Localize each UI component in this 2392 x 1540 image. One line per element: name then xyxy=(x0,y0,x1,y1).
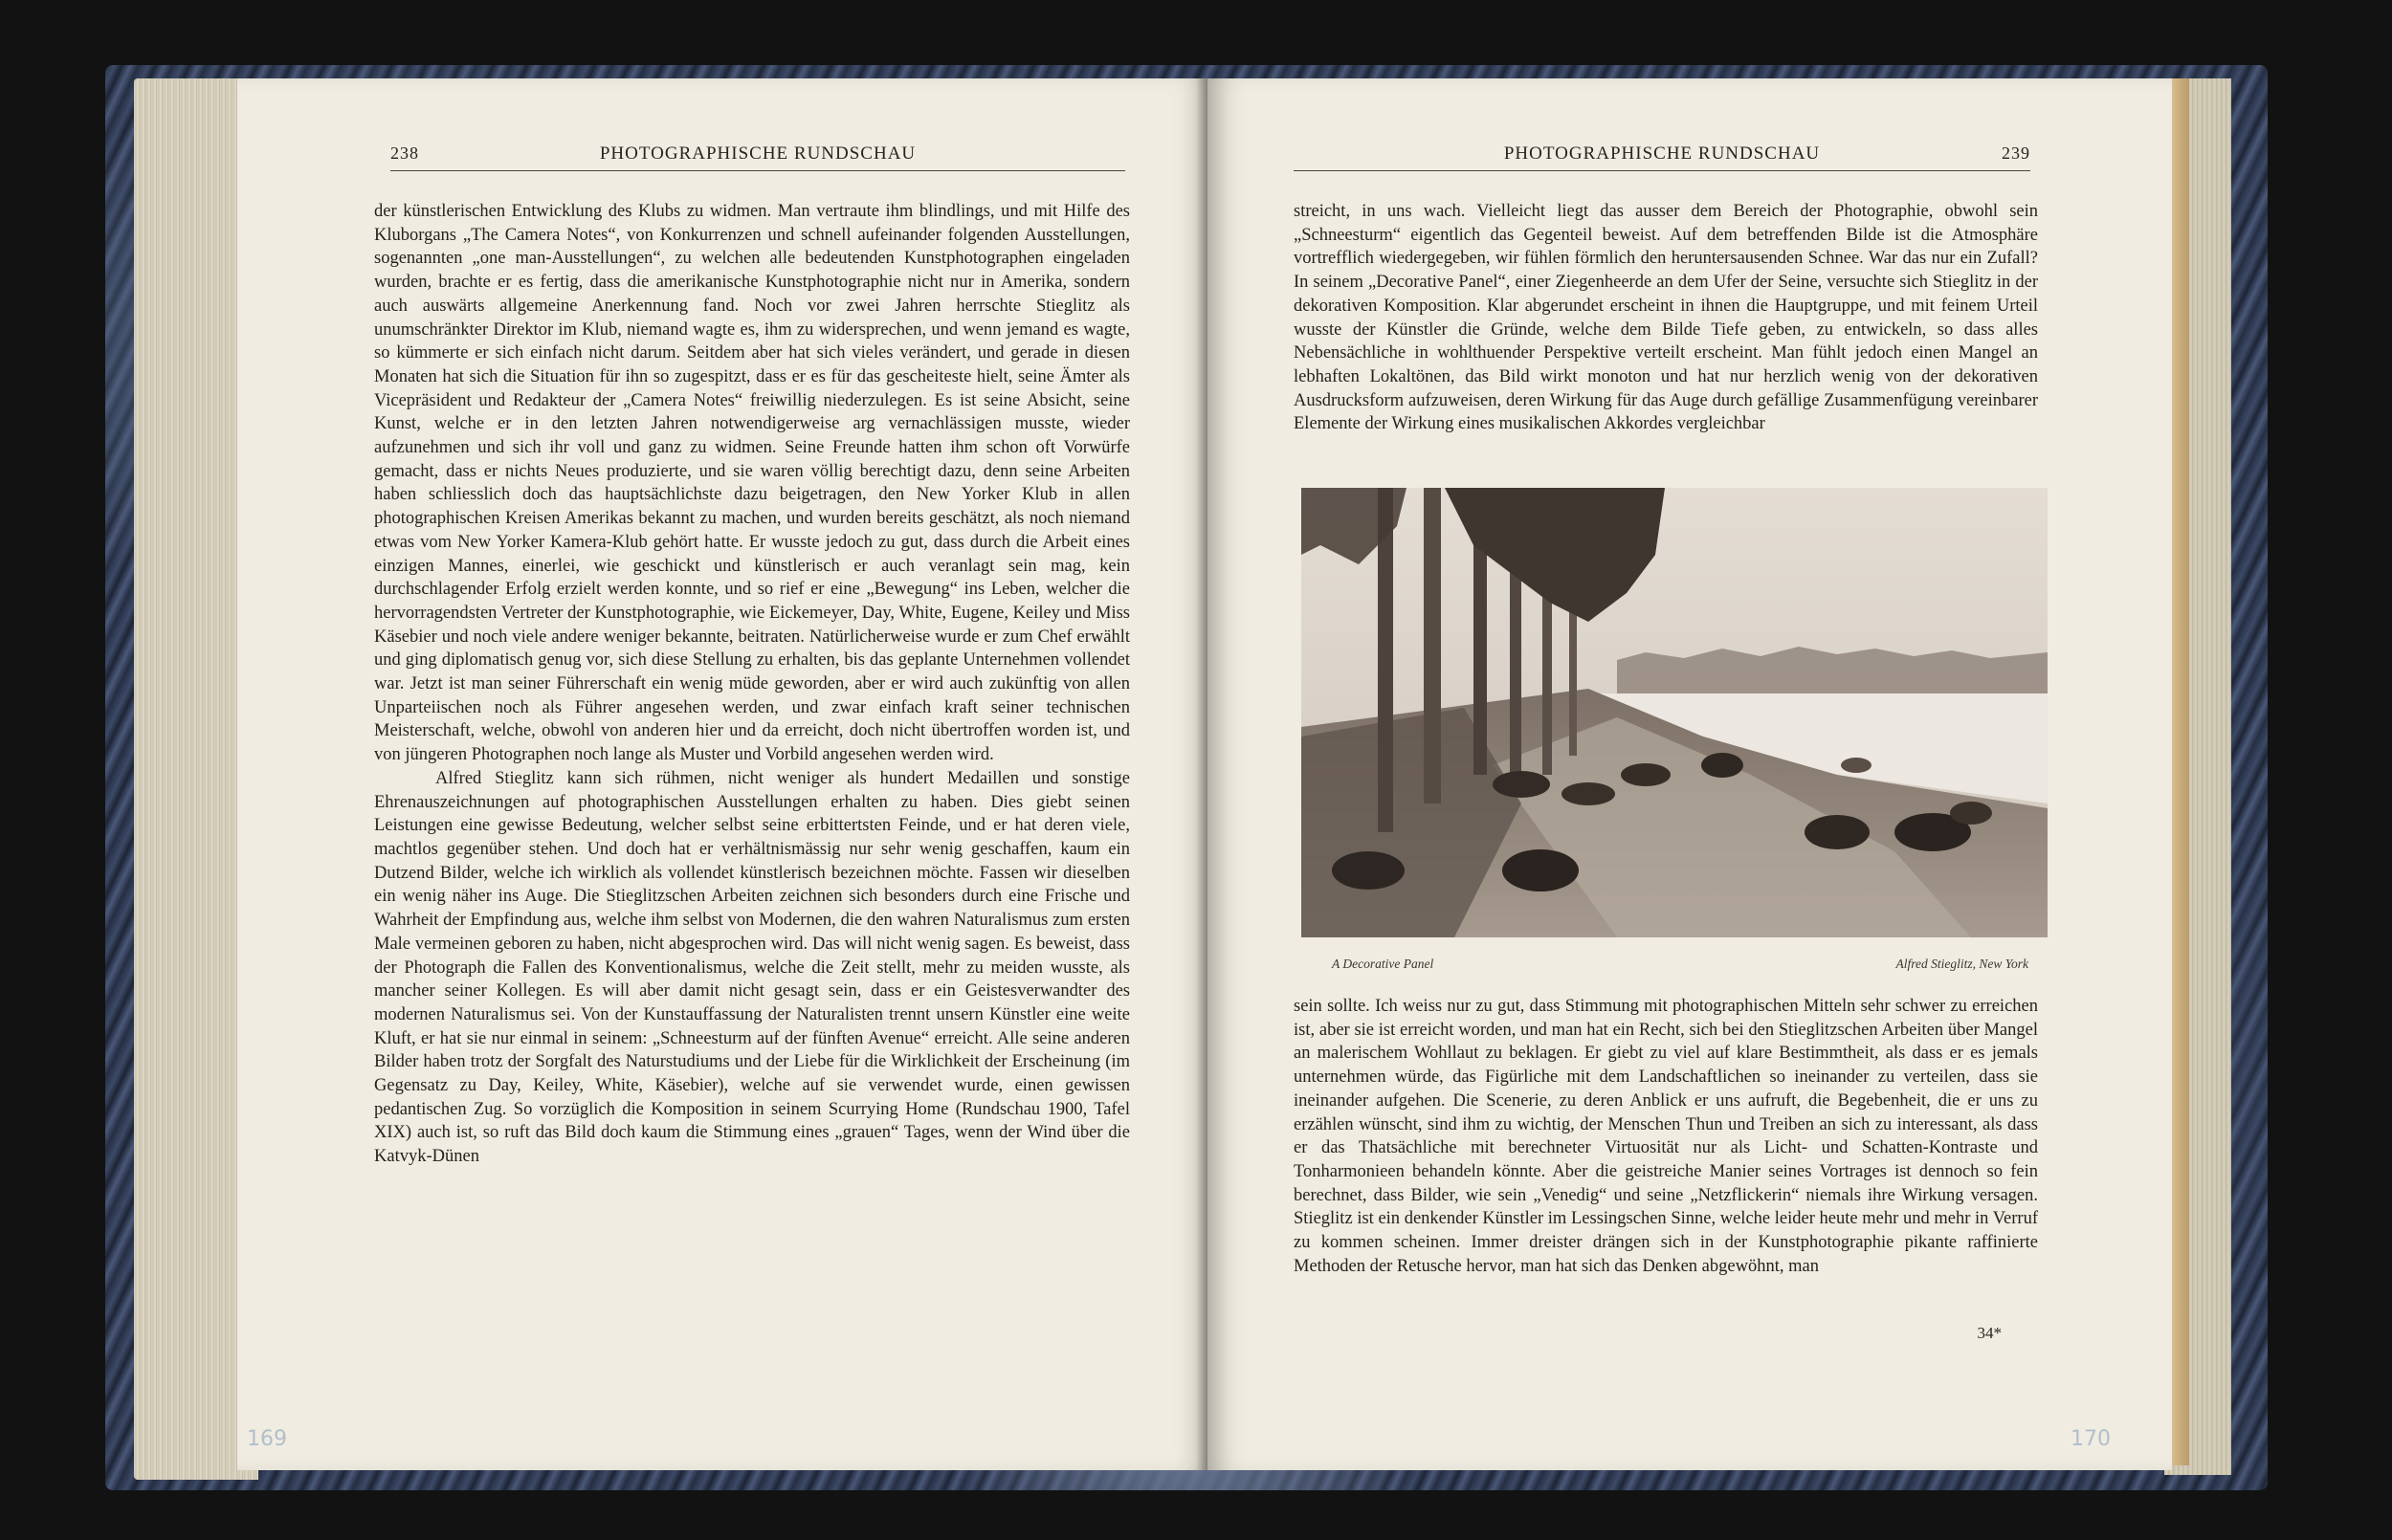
left-body-text xyxy=(374,200,1130,1169)
right-paragraph-bottom: sein sollte. Ich weiss nur zu gut, dass Stimmung mit photographischen Mitteln sehr schwer zu erreichen ist, aber sie ist erreicht worden, und man hat ein Recht, sich bei den Stieglitzschen Arbeiten über Mangel an malerischem Wohllaut zu beklagen. Er giebt zu viel auf klare Bestimmtheit, als dass er es jemals unternehmen würde, das Figürliche mit dem Landschaftlichen so ineinander zu verteilen, dass sie ineinander aufgehen. Die Scenerie, zu deren Anblick er uns aufruft, die Begebenheit, die er uns zu erzählen wünscht, sind ihm zu wichtig, der Menschen Thun und Treiben an sich zu interessant, als dass er das Thatsächliche mit berechneter Virtuosität nur als Licht- und Schatten-Kontraste und Tonharmonieen behandeln könnte. Aber die geistreiche Manier seines Vortrages ist dennoch so fein berechnet, dass Bilder, wie sein „Venedig“ und seine „Netzflickerin“ niemals ihre Wirkung versagen. Stieglitz ist ein denkender Künstler im Lessingschen Sinne, welche leider heute mehr und mehr in Verruf zu kommen scheinen. Immer dreister drängen sich in der Kunstphotographie pikante raffinierte Methoden der Retusche hervor, man hat sich das Denken abgewöhnt, man xyxy=(1294,997,2038,1276)
figure-caption-credit: Alfred Stieglitz, New York xyxy=(1895,957,2028,971)
goats-riverbank-image xyxy=(1301,488,2048,937)
right-running-head xyxy=(1294,142,2030,171)
left-running-title: PHOTOGRAPHISCHE RUNDSCHAU xyxy=(599,143,917,164)
right-paragraph-top: streicht, in uns wach. Vielleicht liegt das ausser dem Bereich der Photographie, obwohl sein „Schneesturm“ eigentlich das Gegenteil beweist. Auf dem betreffenden Bilde ist die Atmosphäre vortrefflich wiedergegeben, wir fühlen förmlich den heruntersausenden Schnee. War das nur ein Zufall? In seinem „Decorative Panel“, einer Ziegenheerde an dem Ufer der Seine, versuchte sich Stieglitz in der dekorativen Komposition. Klar abgerundet erscheint in ihnen die Hauptgruppe, und mit feinem Urteil wusste der Künstler die Gründe, welche dem Bilde Tiefe geben, zu entwickeln, so dass alles Nebensächliche in wohlthuender Perspektive verteilt erscheint. Man fühlt jedoch einen Mangel an lebhaften Lokaltönen, das Bild wirkt monoton und hat nur herzlich wenig von der dekorativen Ausdrucksform aufzuweisen, deren Wirkung für das Auge durch gefällige Zusammenfügung vereinbarer Elemente der Wirkung eines musikalischen Akkordes vergleichbar xyxy=(1294,202,2038,434)
right-page-number: 239 xyxy=(2002,143,2030,163)
right-page xyxy=(1207,78,2172,1470)
right-body-text-bottom xyxy=(1294,995,2038,1278)
left-pencil-note: 169 xyxy=(247,1427,287,1451)
right-body-text-top xyxy=(1294,200,2038,436)
right-running-title: PHOTOGRAPHISCHE RUNDSCHAU xyxy=(1503,143,1821,164)
decorative-panel-photograph xyxy=(1301,488,2048,937)
left-running-head xyxy=(390,142,1125,171)
left-page xyxy=(237,78,1211,1470)
right-pencil-note: 170 xyxy=(2071,1427,2111,1451)
figure-caption-title: A Decorative Panel xyxy=(1332,957,1434,971)
left-page-number: 238 xyxy=(390,143,419,163)
signature-mark: 34* xyxy=(1977,1324,2002,1342)
left-paragraph-1: der künstlerischen Entwicklung des Klubs zu widmen. Man vertraute ihm blindlings, und mit Hilfe des Kluborgans „The Camera Notes“, von Konkurrenzen und schnell aufeinander folgenden Ausstellungen, sogenannten „one man-Ausstellungen“, zu welchen alle bedeutenden Kunstphotographen eingeladen wurden, brachte er es fertig, dass die amerikanische Kunstphotographie nicht nur in Amerika, sondern auch auswärts allgemeine Anerkennung fand. Noch vor zwei Jahren herrschte Stieglitz als unumschränkter Direktor im Klub, niemand wagte es, ihm zu widersprechen, und wenn jemand es wagte, so kümmerte er sich einfach nicht darum. Seitdem aber hat sich vieles verändert, und gerade in diesen Monaten hat sich die Situation für ihn so zugespitzt, dass er es für das gescheiteste hielt, seine Ämter als Vicepräsident und Redakteur der „Camera Notes“ freiwillig niederzulegen. Es ist seine Absicht, seine Kunst, welche er in den letzten Jahren notwendigerweise arg vernachlässigen musste, wieder aufzunehmen und sich ihr voll und ganz zu widmen. Seine Freunde hatten ihm schon oft Vorwürfe gemacht, dass er nichts Neues produzierte, und sie waren völlig berechtigt dazu, denn seine Arbeiten haben schliesslich doch das hauptsächlichste dazu beigetragen, den New Yorker Klub in allen photographischen Kreisen Amerikas bekannt zu machen, und wurden bereits geschätzt, als noch niemand etwas vom New Yorker Kamera-Klub gehört hatte. Er wusste jedoch zu gut, dass durch die Arbeit eines einzigen Mannes, einerlei, wie geschickt und künstlerisch er auch veranlagt sein mag, kein durchschlagender Erfolg erzielt werden konnte, und so rief er eine „Bewegung“ ins Leben, welcher die hervorragendsten Vertreter der Kunstphotographie, wie Eickemeyer, Day, White, Eugene, Keiley und Miss Käsebier und noch viele andere weniger bekannte, beitraten. Natürlicherweise wurde er zum Chef erwählt und ging diplomatisch genug vor, sich diese Stellung zu erhalten, bis das geplante Unternehmen vollendet war. Jetzt ist man seiner Führerschaft ein wenig müde geworden, aber er wird auch zukünftig von allen Unparteiischen noch als Führer angesehen werden, und zwar einfach kraft seiner technischen Meisterschaft, welche, obwohl von anderen hier und da erreicht, doch nicht übertroffen worden ist, und von jüngeren Photographen noch lange als Muster und Vorbild angesehen werden wird. xyxy=(374,202,1130,765)
left-paragraph-2: Alfred Stieglitz kann sich rühmen, nicht weniger als hundert Medaillen und sonstige Ehrenauszeichnungen auf photographischen Ausstellungen erhalten zu haben. Dies giebt seinen Leistungen eine gewisse Bedeutung, welcher selbst seine erbittertsten Feinde, und er hat deren viele, machtlos gegenüber stehen. Und doch hat er verhältnismässig nur sehr wenig geschaffen, kaum ein Dutzend Bilder, welche ich wirklich als vollendet künstlerisch bezeichnen möchte. Fassen wir dieselben ein wenig näher ins Auge. Die Stieglitzschen Arbeiten zeichnen sich besonders durch eine Frische und Wahrheit der Empfindung aus, welche ihm selbst von Modernen, die den wahren Naturalismus zum ersten Male vermeinen geboren zu haben, nicht abgesprochen wird. Das will nicht wenig sagen. Es beweist, dass der Photograph die Fallen des Konventionalismus, welche die Zeit stellt, mehr zu meiden wusste, als mancher seiner Kollegen. Es will aber damit nicht gesagt sein, dass er ein Geistesverwandter des modernen Naturalismus sei. Von der Kunstauffassung der Naturalisten trennt unsern Künstler eine weite Kluft, er hat sie nur einmal in seinem: „Schneesturm auf der fünften Avenue“ erreicht. Alle seine anderen Bilder haben trotz der Sorgfalt des Naturstudiums und der Liebe für die Wirklichkeit der Erscheinung (im Gegensatz zu Day, Keiley, White, Käsebier), welche auf sie verwendet wurde, einen gewissen pedantischen Zug. So vorzüglich die Komposition in seinem Scurrying Home (Rundschau 1900, Tafel XIX) auch ist, so ruft das Bild doch kaum die Stimmung eines „grauen“ Tages, wenn der Wind über die Katvyk-Dünen xyxy=(374,768,1130,1167)
